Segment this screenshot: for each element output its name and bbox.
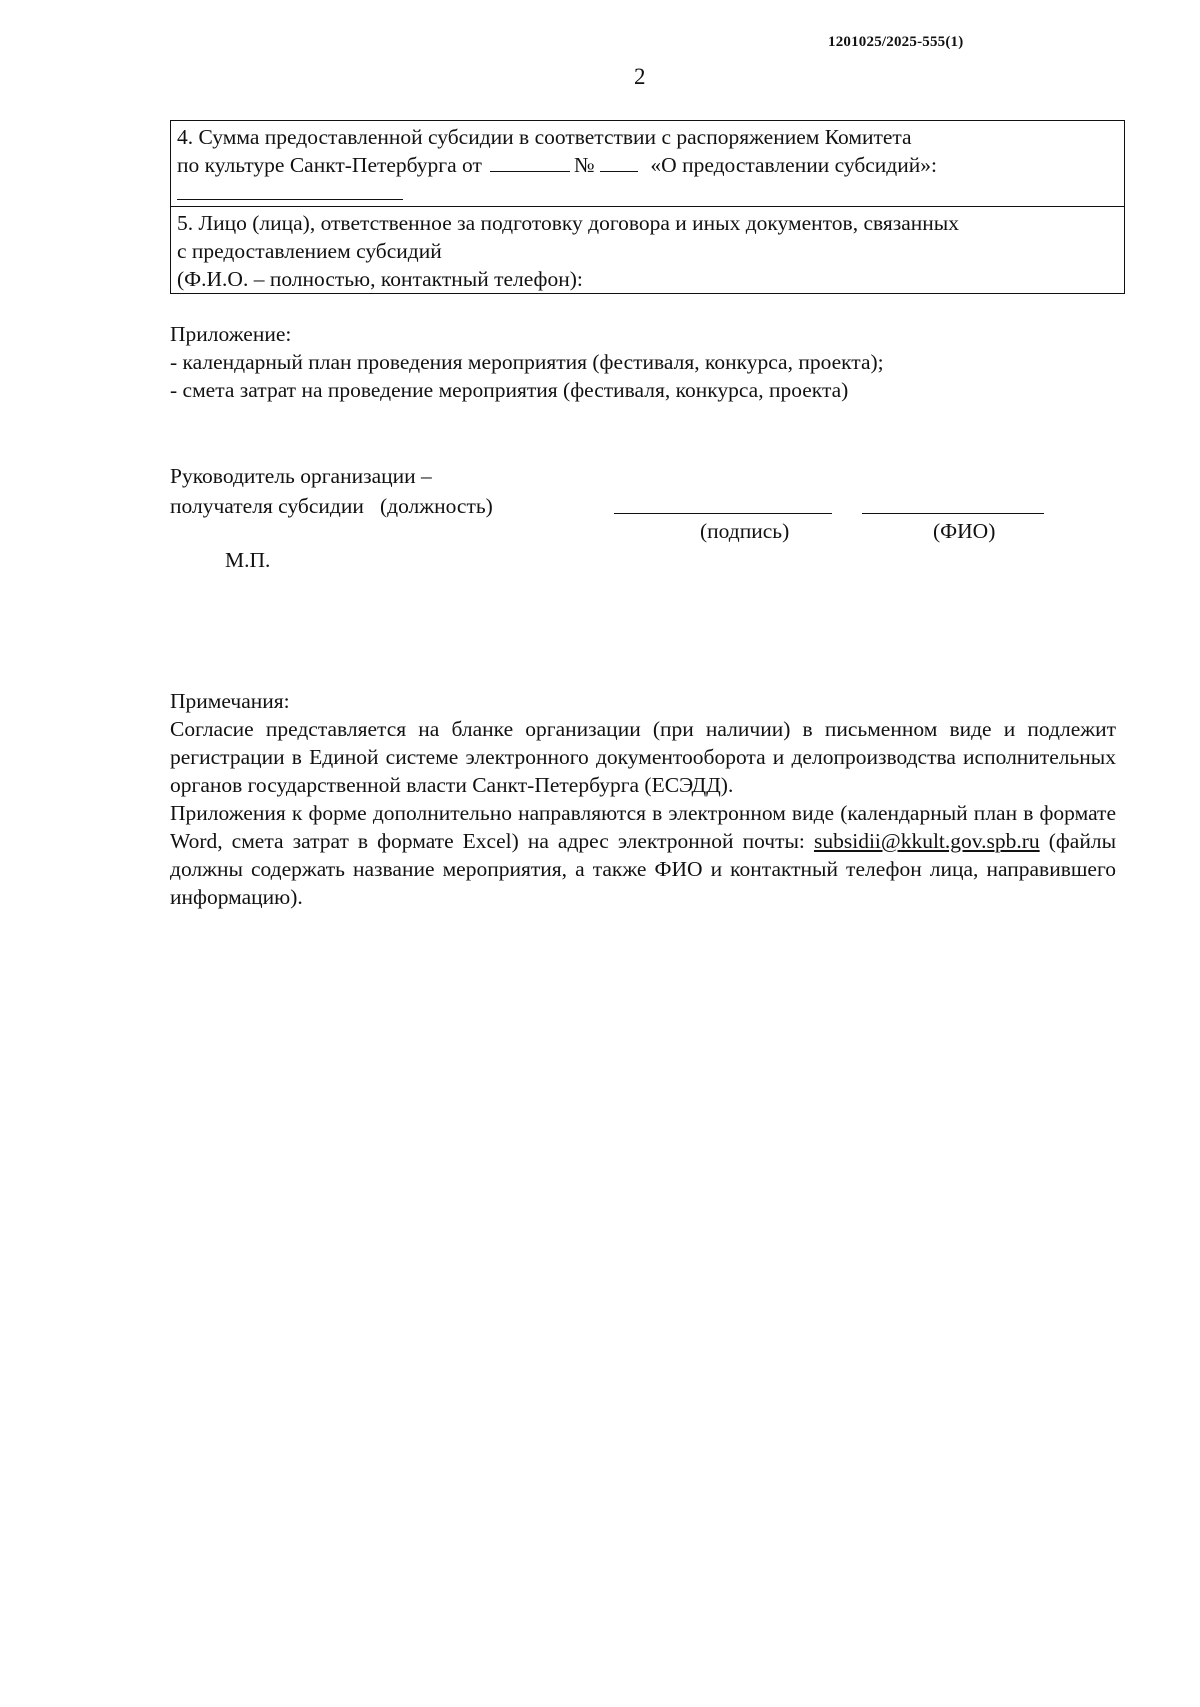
document-registration-number: 1201025/2025-555(1) (828, 34, 964, 50)
annex-item-calendar-plan: - календарный план проведения мероприятия (фестиваля, конкурса, проекта); (170, 350, 884, 374)
subsidy-amount-answer-line[interactable] (177, 199, 403, 200)
date-blank-field[interactable] (490, 153, 570, 172)
signatory-line1: Руководитель организации – (170, 464, 432, 488)
row4-line1: 4. Сумма предоставленной субсидии в соответствии с распоряжением Комитета (177, 125, 912, 149)
row5-line3: (Ф.И.О. – полностью, контактный телефон): (177, 267, 583, 291)
notes-section (170, 687, 1116, 911)
notes-title: Примечания: (170, 689, 290, 713)
page-number: 2 (634, 64, 646, 89)
full-name-caption: (ФИО) (933, 519, 996, 543)
signatory-line2: получателя субсидии (должность) (170, 494, 493, 518)
form-row-subsidy-amount (171, 121, 1124, 206)
email-link[interactable]: subsidii@kkult.gov.spb.ru (813, 829, 1040, 853)
row4-line2 (177, 151, 1116, 179)
notes-paragraph2-text-a: Приложения к форме дополнительно направляются в электронном виде (календарный план в формате Word, смета затрат в формате Excel) на адрес электронной почты: (170, 801, 1116, 853)
row4-text-b: № (573, 153, 595, 177)
notes-paragraph2-text-b: (файлы должны содержать название мероприятия, а также ФИО и контактный телефон лица, направившего информацию). (170, 829, 1117, 909)
form-row-responsible-person (171, 206, 1124, 293)
form-table (170, 120, 1125, 294)
notes-paragraph-attachments (170, 799, 1116, 911)
row5-line1: 5. Лицо (лица), ответственное за подготовку договора и иных документов, связанных (177, 211, 959, 235)
row5-line2: с предоставлением субсидий (177, 239, 442, 263)
signature-line[interactable] (614, 513, 832, 514)
full-name-line[interactable] (862, 513, 1044, 514)
stamp-place-label: М.П. (225, 548, 271, 572)
notes-paragraph-consent: Согласие представляется на бланке организации (при наличии) в письменном виде и подлежит регистрации в Единой системе электронного документооборота и делопроизводства исполнительных органов государственной власти Санкт-Петербурга (ЕСЭДД). (170, 717, 1116, 797)
annex-item-cost-estimate: - смета затрат на проведение мероприятия (фестиваля, конкурса, проекта) (170, 378, 849, 402)
signatory-position (170, 461, 493, 521)
annex-title: Приложение: (170, 322, 292, 346)
order-number-blank-field[interactable] (600, 153, 638, 172)
row4-text-a: по культуре Санкт-Петербурга от (177, 153, 482, 177)
row4-text-c: «О предоставлении субсидий»: (650, 153, 937, 177)
signature-caption: (подпись) (700, 519, 790, 543)
annex-section (170, 320, 884, 404)
